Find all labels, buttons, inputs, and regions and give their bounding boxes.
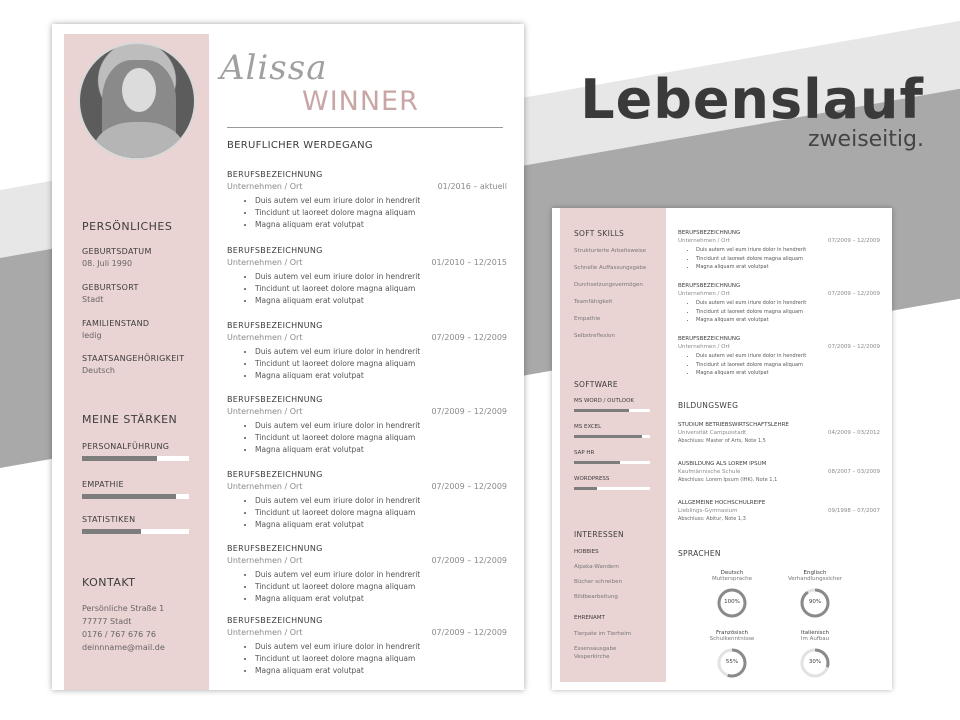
personal-value: Deutsch <box>82 366 115 375</box>
language-item <box>697 570 767 619</box>
job-bullet: • Magna aliquam erat volutpat <box>255 665 507 677</box>
contact-city: 77777 Stadt <box>82 617 132 626</box>
education-entry <box>678 461 880 483</box>
job-company: Unternehmen / Ort <box>227 482 303 491</box>
strength-label: PERSONALFÜHRUNG <box>82 442 170 451</box>
job-title: BERUFSBEZEICHNUNG <box>678 283 741 289</box>
first-name: Alissa <box>220 48 328 88</box>
personal-label: GEBURTSDATUM <box>82 247 152 256</box>
education-date: 04/2009 – 03/2012 <box>828 430 880 436</box>
job-date: 07/2009 – 12/2009 <box>431 628 507 637</box>
strength-bar-fill <box>82 494 176 499</box>
last-name: WINNER <box>302 86 419 117</box>
job-bullet: • Tincidunt ut laoreet dolore magna aliquam <box>696 255 880 264</box>
job-bullet: • Tincidunt ut laoreet dolore magna aliquam <box>255 653 507 665</box>
job-bullet: • Magna aliquam erat volutpat <box>255 593 507 605</box>
resume-page-two <box>552 208 892 690</box>
job-entry <box>227 470 507 531</box>
job-bullet: • Duis autem vel eum iriure dolor in hendrerit <box>255 195 507 207</box>
language-percent: 55% <box>725 659 739 665</box>
job-bullet: • Duis autem vel eum iriure dolor in hendrerit <box>255 641 507 653</box>
education-title: BILDUNGSWEG <box>678 401 739 410</box>
software-bar-fill <box>574 435 642 438</box>
language-percent: 30% <box>808 659 822 665</box>
job-entry <box>227 170 507 231</box>
job-bullet: • Magna aliquam erat volutpat <box>696 263 880 272</box>
software-bar <box>574 487 650 490</box>
job-company: Unternehmen / Ort <box>678 238 730 244</box>
strengths-section-title: MEINE STÄRKEN <box>82 413 178 426</box>
hobby-item: Bücher schreiben <box>574 579 622 585</box>
job-bullets <box>255 495 507 531</box>
job-title: BERUFSBEZEICHNUNG <box>227 246 323 255</box>
job-company: Unternehmen / Ort <box>678 291 730 297</box>
language-progress-ring <box>799 587 831 619</box>
job-title: BERUFSBEZEICHNUNG <box>227 170 323 179</box>
strength-label: STATISTIKEN <box>82 515 136 524</box>
profile-photo <box>78 42 196 160</box>
software-bar-fill <box>574 409 629 412</box>
job-company: Unternehmen / Ort <box>227 333 303 342</box>
education-degree: ALLGEMEINE HOCHSCHULREIFE <box>678 500 766 506</box>
soft-skill-item: Empathie <box>574 316 601 322</box>
software-bar <box>574 409 650 412</box>
job-company: Unternehmen / Ort <box>678 344 730 350</box>
education-school: Lieblings-Gymnasium <box>678 508 738 514</box>
personal-label: GEBURTSORT <box>82 283 139 292</box>
job-bullets <box>696 246 880 272</box>
job-entry <box>227 246 507 307</box>
job-bullet: • Duis autem vel eum iriure dolor in hendrerit <box>696 246 880 255</box>
job-date: 07/2009 – 12/2009 <box>431 407 507 416</box>
personal-label: FAMILIENSTAND <box>82 319 150 328</box>
personal-value: ledig <box>82 331 102 340</box>
job-date: 07/2009 – 12/2009 <box>828 238 880 244</box>
job-bullet: • Duis autem vel eum iriure dolor in hendrerit <box>255 346 507 358</box>
job-company: Unternehmen / Ort <box>227 182 303 191</box>
job-title: BERUFSBEZEICHNUNG <box>227 616 323 625</box>
page-heading <box>580 68 924 152</box>
job-bullet: • Duis autem vel eum iriure dolor in hendrerit <box>255 569 507 581</box>
language-name: Französisch <box>716 630 748 636</box>
job-entry <box>227 321 507 382</box>
software-label: MS EXCEL <box>574 424 602 430</box>
page-two-sidebar <box>560 208 666 682</box>
contact-section-title: KONTAKT <box>82 576 136 589</box>
job-company: Unternehmen / Ort <box>227 407 303 416</box>
contact-phone: 0176 / 767 676 76 <box>82 630 156 639</box>
job-title: BERUFSBEZEICHNUNG <box>678 336 741 342</box>
job-bullets <box>255 420 507 456</box>
language-item <box>780 570 850 619</box>
job-date: 07/2009 – 12/2009 <box>828 344 880 350</box>
job-bullet: • Magna aliquam erat volutpat <box>255 295 507 307</box>
job-date: 07/2009 – 12/2009 <box>431 333 507 342</box>
job-bullet: • Magna aliquam erat volutpat <box>696 369 880 378</box>
job-bullets <box>696 352 880 378</box>
job-entry <box>227 544 507 605</box>
job-bullet: • Tincidunt ut laoreet dolore magna aliquam <box>255 207 507 219</box>
languages-title: SPRACHEN <box>678 549 721 558</box>
strength-label: EMPATHIE <box>82 480 124 489</box>
personal-value: 08. Juli 1990 <box>82 259 133 268</box>
job-bullets <box>255 271 507 307</box>
language-percent: 100% <box>724 599 740 605</box>
soft-skill-item: Schnelle Auffassungsgabe <box>574 265 647 271</box>
language-percent: 90% <box>808 599 822 605</box>
language-progress-ring <box>716 647 748 679</box>
education-degree: STUDIUM BETRIEBSWIRTSCHAFTSLEHRE <box>678 422 789 428</box>
job-date: 01/2010 – 12/2015 <box>431 258 507 267</box>
strength-bar <box>82 456 189 461</box>
education-school: Universität Campusstadt <box>678 430 747 436</box>
education-date: 08/2007 – 03/2009 <box>828 469 880 475</box>
strength-bar <box>82 529 189 534</box>
job-entry <box>678 336 880 378</box>
job-bullets <box>255 346 507 382</box>
hobbies-label: HOBBIES <box>574 549 599 555</box>
job-bullet: • Magna aliquam erat volutpat <box>255 444 507 456</box>
education-degree: AUSBILDUNG ALS LOREM IPSUM <box>678 461 767 467</box>
job-bullet: • Magna aliquam erat volutpat <box>255 370 507 382</box>
volunteer-label: EHRENAMT <box>574 615 605 621</box>
job-bullet: • Tincidunt ut laoreet dolore magna aliquam <box>696 361 880 370</box>
software-label: SAP HR <box>574 450 595 456</box>
job-bullet: • Duis autem vel eum iriure dolor in hendrerit <box>696 299 880 308</box>
photo-face-shape <box>122 68 156 112</box>
software-bar-fill <box>574 461 620 464</box>
job-title: BERUFSBEZEICHNUNG <box>227 321 323 330</box>
soft-skill-item: Teamfähigkeit <box>574 299 613 305</box>
job-bullets <box>255 641 507 677</box>
software-bar <box>574 461 650 464</box>
language-name: Deutsch <box>720 570 744 576</box>
language-progress-ring <box>799 647 831 679</box>
job-bullets <box>255 569 507 605</box>
job-entry <box>678 230 880 272</box>
job-title: BERUFSBEZEICHNUNG <box>227 395 323 404</box>
education-note: Abschluss: Lorem Ipsum (IHK), Note 1,1 <box>678 477 778 483</box>
job-bullets <box>696 299 880 325</box>
language-level: Schulkenntnisse <box>709 636 755 642</box>
personal-label: STAATSANGEHÖRIGKEIT <box>82 354 185 363</box>
job-entry <box>227 395 507 456</box>
personal-section-title: PERSÖNLICHES <box>82 220 173 233</box>
job-bullet: • Magna aliquam erat volutpat <box>696 316 880 325</box>
job-bullet: • Duis autem vel eum iriure dolor in hendrerit <box>255 495 507 507</box>
hobby-item: Alpaka-Wandern <box>574 564 619 570</box>
job-bullet: • Duis autem vel eum iriure dolor in hendrerit <box>255 271 507 283</box>
hobby-item: Bildbearbeitung <box>574 594 618 600</box>
personal-value: Stadt <box>82 295 104 304</box>
job-company: Unternehmen / Ort <box>227 628 303 637</box>
job-bullets <box>255 195 507 231</box>
job-date: 07/2009 – 12/2009 <box>828 291 880 297</box>
software-label: WORDPRESS <box>574 476 610 482</box>
strength-bar-fill <box>82 529 141 534</box>
soft-skills-title: SOFT SKILLS <box>574 229 625 238</box>
job-title: BERUFSBEZEICHNUNG <box>227 470 323 479</box>
language-item <box>697 630 767 679</box>
contact-email: deinnname@mail.de <box>82 643 165 652</box>
language-name: Englisch <box>803 570 827 576</box>
job-date: 07/2009 – 12/2009 <box>431 556 507 565</box>
software-label: MS WORD / OUTLOOK <box>574 398 635 404</box>
software-bar <box>574 435 650 438</box>
job-bullet: • Duis autem vel eum iriure dolor in hendrerit <box>255 420 507 432</box>
language-progress-ring <box>716 587 748 619</box>
job-company: Unternehmen / Ort <box>227 556 303 565</box>
language-level: Muttersprache <box>711 576 753 582</box>
education-entry <box>678 500 880 522</box>
education-school: Kaufmännische Schule <box>678 469 741 475</box>
name-divider <box>227 127 503 128</box>
job-bullet: • Magna aliquam erat volutpat <box>255 219 507 231</box>
language-level: Im Aufbau <box>800 636 830 642</box>
work-history-title: BERUFLICHER WERDEGANG <box>227 140 373 151</box>
volunteer-item: Essensausgabe <box>574 646 617 652</box>
job-date: 01/2016 – aktuell <box>437 182 507 191</box>
language-name: Italienisch <box>801 630 829 636</box>
software-title: SOFTWARE <box>574 380 618 389</box>
contact-address: Persönliche Straße 1 <box>82 604 165 613</box>
heading-title: Lebenslauf <box>580 68 924 131</box>
job-bullet: • Tincidunt ut laoreet dolore magna aliquam <box>255 432 507 444</box>
job-entry <box>227 616 507 677</box>
strength-bar <box>82 494 189 499</box>
job-title: BERUFSBEZEICHNUNG <box>678 230 741 236</box>
job-bullet: • Tincidunt ut laoreet dolore magna aliquam <box>255 358 507 370</box>
job-bullet: • Tincidunt ut laoreet dolore magna aliquam <box>255 581 507 593</box>
job-bullet: • Tincidunt ut laoreet dolore magna aliquam <box>696 308 880 317</box>
language-item <box>780 630 850 679</box>
education-date: 09/1998 – 07/2007 <box>828 508 880 514</box>
soft-skill-item: Strukturierte Arbeitsweise <box>574 248 647 254</box>
education-entry <box>678 422 880 444</box>
job-bullet: • Tincidunt ut laoreet dolore magna aliquam <box>255 507 507 519</box>
resume-page-one <box>52 24 524 690</box>
language-level: Verhandlungssicher <box>787 576 843 582</box>
soft-skill-item: Durchsetzungsvermögen <box>574 282 643 288</box>
heading-subtitle: zweiseitig. <box>808 127 924 152</box>
strength-bar-fill <box>82 456 157 461</box>
education-note: Abschluss: Master of Arts, Note 1,5 <box>678 438 766 444</box>
job-date: 07/2009 – 12/2009 <box>431 482 507 491</box>
job-entry <box>678 283 880 325</box>
soft-skill-item: Selbstreflexion <box>574 333 615 339</box>
job-bullet: • Tincidunt ut laoreet dolore magna aliquam <box>255 283 507 295</box>
education-note: Abschluss: Abitur, Note 1,3 <box>678 516 746 522</box>
job-company: Unternehmen / Ort <box>227 258 303 267</box>
volunteer-item: Tierpate im Tierheim <box>574 631 632 637</box>
job-title: BERUFSBEZEICHNUNG <box>227 544 323 553</box>
job-bullet: • Duis autem vel eum iriure dolor in hendrerit <box>696 352 880 361</box>
volunteer-item: Vesperkirche <box>574 654 610 660</box>
interests-title: INTERESSEN <box>574 530 624 539</box>
job-bullet: • Magna aliquam erat volutpat <box>255 519 507 531</box>
software-bar-fill <box>574 487 597 490</box>
